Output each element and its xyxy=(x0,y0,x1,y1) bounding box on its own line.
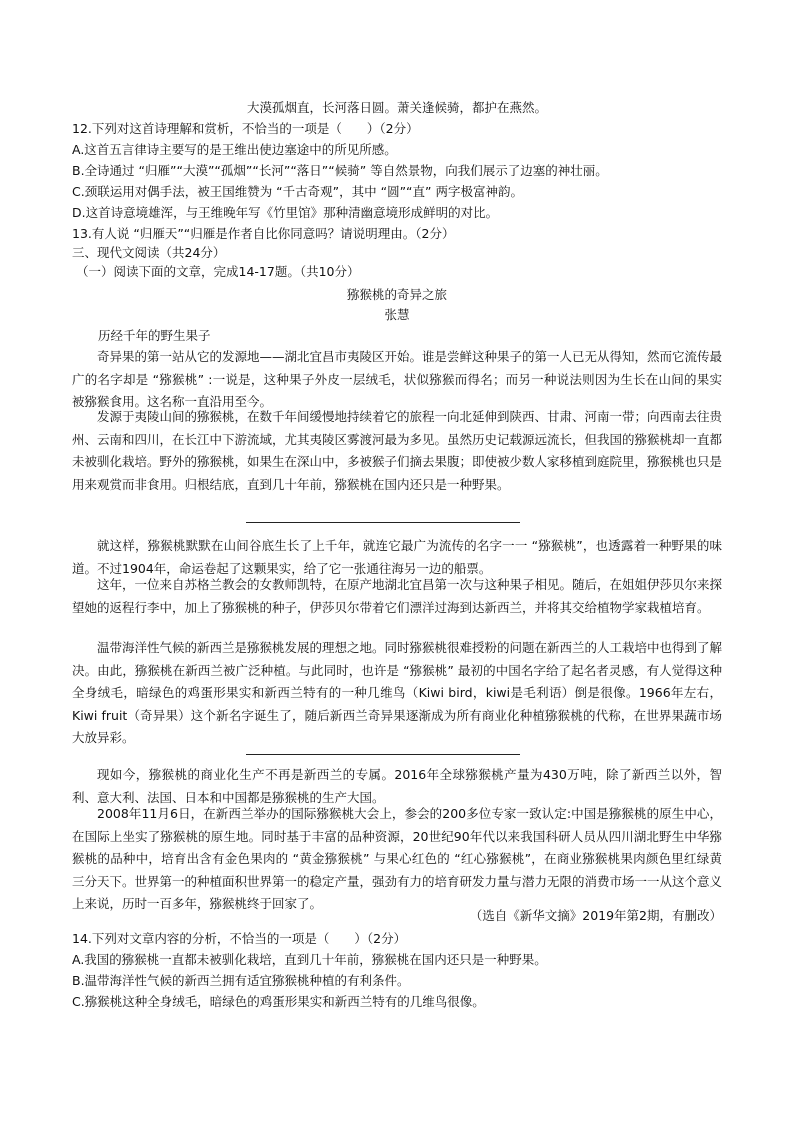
paragraph-5: 温带海洋性气候的新西兰是猕猴桃发展的理想之地。同时猕猴桃很难授粉的问题在新西兰的人工栽培中也得到了解决。由此，猕猴桃在新西兰被广泛种植。与此同时，也许是 “猕猴桃” 最初的中国名字给了起名者灵感，有人觉得这种全身绒毛，暗绿色的鸡蛋形果实和新西兰特有的一种几维鸟（Kiwi bird，kiwi是毛利语）倒是很像。1966年左右， Kiwi fruit（奇异果）这个新名字诞生了，随后新西兰奇异果逐渐成为所有商业化种植猕猴桃的代称，在世界果蔬市场大放异彩。 xyxy=(72,640,723,746)
paragraph-6: 现如今，猕猴桃的商业化生产不再是新西兰的专属。2016年全球猕猴桃产量为430万吨，除了新西兰以外，智利、意大利、法国、日本和中国都是猕猴桃的生产大国。 xyxy=(72,767,722,805)
q14-option-a: A.我国的猕猴桃一直都未被驯化栽培，直到几十年前，猕猴桃在国内还只是一种野果。 xyxy=(72,952,547,967)
paragraph-7: 2008年11月6日，在新西兰举办的国际猕猴桃大会上，参会的200多位专家一致认定:中国是猕猴桃的原生中心，在国际上坐实了猕猴桃的原生地。同时基于丰富的品种资源，20世纪90年代以来我国科研人员从四川湖北野生中华猕猴桃的品种中，培育出含有金色果肉的 “黄金猕猴桃” 与果心红色的 “红心猕猴桃”，在商业猕猴桃果肉颜色里红绿黄三分天下。世界第一的种植面积世界第一的稳定产量，强劲有力的培育研发力量与潜力无限的消费市场一一从这个意义上来说，历时一百多年，猕猴桃终于回家了。 xyxy=(72,806,723,912)
q12-option-c: C.颈联运用对偶手法，被王国维赞为 “千古奇观”，其中 “圆”“直” 两字极富神韵。 xyxy=(72,184,523,199)
q12-option-d: D.这首诗意境雄浑，与王维晚年写《竹里馆》那种清幽意境形成鲜明的对比。 xyxy=(72,205,499,220)
subsection-heading: （一）阅读下面的文章，完成14-17题。（共10分） xyxy=(76,264,360,279)
blank-line-1 xyxy=(246,522,520,523)
section-heading: 三、现代文阅读（共24分） xyxy=(72,245,226,260)
paragraph-1: 奇异果的第一站从它的发源地——湖北宜昌市夷陵区开始。谁是尝鲜这种果子的第一人已无从得知，然而它流传最广的名字却是 “猕猴桃” :一说是，这种果子外皮一层绒毛，状似猕猴而得名；而另一种说法则因为生长在山间的果实被猕猴食用。这名称一直沿用至今。 xyxy=(72,349,723,410)
q14-stem: 14.下列对文章内容的分析，不恰当的一项是（ ）（2分） xyxy=(72,931,407,946)
paragraph-2: 发源于夷陵山间的猕猴桃，在数千年间缓慢地持续着它的旅程一向北延伸到陕西、甘肃、河南一带；向西南去往贵州、云南和四川，在长江中下游流域，尤其夷陵区雾渡河最为多见。虽然历史记载源远流长，但我国的猕猴桃却一直都未被驯化栽培。野外的猕猴桃，如果生在深山中，多被猴子们摘去果腹；即使被少数人家移植到庭院里，猕猴桃也只是用来观赏而非食用。归根结底，直到几十年前，猕猴桃在国内还只是一种野果。 xyxy=(72,409,723,492)
blank-line-2 xyxy=(246,754,520,755)
poem-last-line: 大漠孤烟直，长河落日圆。萧关逢候骑，都护在燕然。 xyxy=(246,100,547,115)
q14-option-c: C.猕猴桃这种全身绒毛，暗绿色的鸡蛋形果实和新西兰特有的几维鸟很像。 xyxy=(72,994,485,1009)
q12-stem: 12.下列对这首诗理解和赏析，不恰当的一项是（ ）（2分） xyxy=(72,121,419,136)
article-source: （选自《新华文摘》2019年第2期，有删改） xyxy=(469,908,722,923)
q12-option-b: B.全诗通过 “归雁”“大漠”“孤烟”“长河”“落日”“候骑” 等自然景物，向我们展示了边塞的神壮丽。 xyxy=(72,163,608,178)
paragraph-4: 这年，一位来自苏格兰教会的女教师凯特，在原产地湖北宜昌第一次与这种果子相见。随后，在姐姐伊莎贝尔来探望她的返程行李中，加上了猕猴桃的种子，伊莎贝尔带着它们漂洋过海到达新西兰，并将其交给植物学家栽植培育。 xyxy=(72,577,723,615)
q14-option-b: B.温带海洋性气候的新西兰拥有适宜猕猴桃种植的有利条件。 xyxy=(72,973,410,988)
article-subheading: 历经千年的野生果子 xyxy=(98,328,211,343)
article-title: 猕猴桃的奇异之旅 xyxy=(346,287,447,302)
paragraph-3: 就这样，猕猴桃默默在山间谷底生长了上千年，就连它最广为流传的名字一一 “猕猴桃”，也透露着一种野果的味道。不过1904年，命运卷起了这颗果实，给了它一张通往海另一边的船票。 xyxy=(72,538,722,576)
q12-option-a: A.这首五言律诗主要写的是王维出使边塞途中的所见所感。 xyxy=(72,142,397,157)
q13-stem: 13.有人说 “归雁天”“归雁是作者自比你同意吗？请说明理由。（2分） xyxy=(72,226,455,241)
article-author: 张慧 xyxy=(384,307,410,322)
